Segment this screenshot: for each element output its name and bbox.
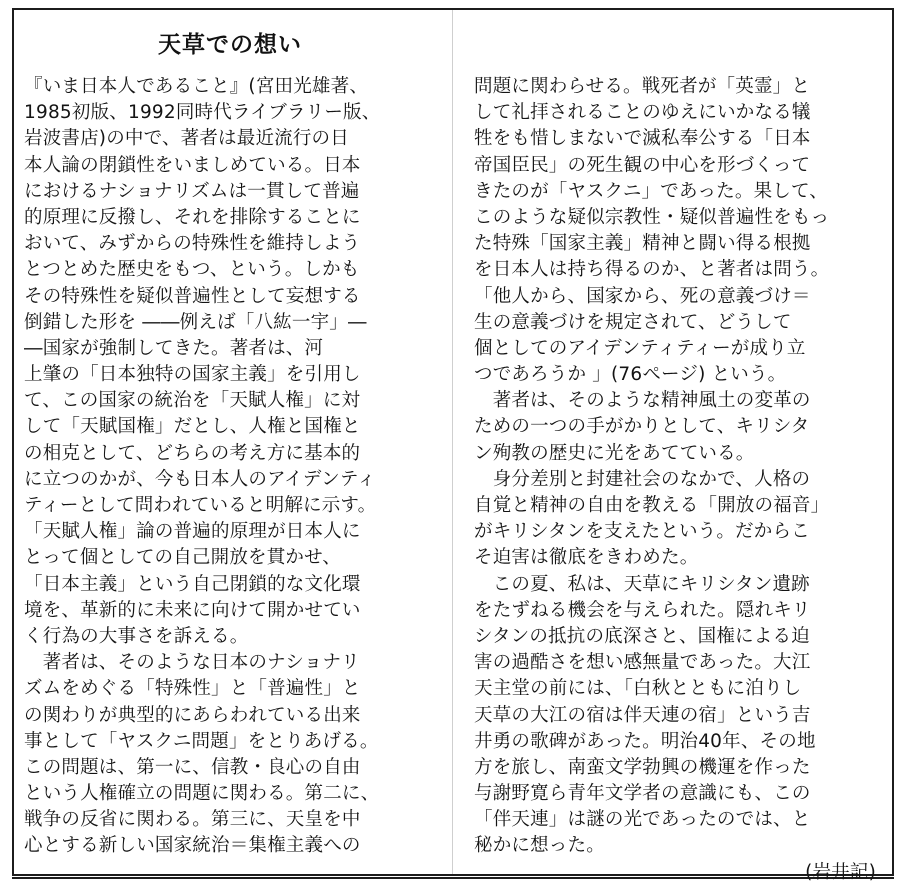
right-column	[474, 74, 886, 886]
text-line: ズムをめぐる「特殊性」と「普遍性」と	[24, 678, 361, 700]
text-line: 岩波書店)の中で、著者は最近流行の日	[24, 128, 349, 150]
text-line: 個としてのアイデンティティーが成り立	[474, 337, 806, 359]
text-line: 上肇の「日本独特の国家主義」を引用し	[24, 364, 361, 386]
left-column	[24, 74, 444, 860]
text-line: て、この国家の統治を「天賦人権」に対	[24, 390, 361, 412]
text-line: とって個としての自己開放を貫かせ、	[24, 547, 341, 569]
text-line: に立つのかが、今も日本人のアイデンティ	[24, 468, 376, 490]
text-line: 天主堂の前には、「白秋とともに泊りし	[474, 678, 802, 700]
text-line: きたのが「ヤスクニ」であった。果して、	[474, 180, 829, 202]
text-line: つであろうか 」(76ページ) という。	[474, 364, 787, 386]
text-line: がキリシタンを支えたという。だからこ	[474, 521, 810, 543]
text-line: その特殊性を疑似普遍性として妄想する	[24, 285, 361, 307]
text-line: 倒錯した形を ――例えば「八紘一宇」―	[24, 311, 367, 333]
text-line: 境を、革新的に未来に向けて開かせてい	[24, 599, 361, 621]
text-line: 秘かに想った。	[474, 835, 605, 857]
text-line: 害の過酷さを想い感無量であった。大江	[474, 652, 811, 674]
text-line: 与謝野寛ら青年文学者の意識にも、この	[474, 783, 811, 805]
article-title: 天草での想い	[158, 32, 302, 58]
text-line: 天草の大江の宿は伴天連の宿」という吉	[474, 704, 811, 726]
text-line: 1985初版、1992同時代ライブラリー版、	[24, 102, 381, 124]
text-line: 的原理に反撥し、それを排除することに	[24, 206, 361, 228]
text-line: という人権確立の問題に関わる。第二に、	[24, 783, 380, 805]
text-line: を日本人は持ち得るのか、と著者は問う。	[474, 259, 830, 281]
text-line: 著者は、そのような精神風土の変革の	[474, 390, 811, 412]
text-line: して「天賦国権」だとし、人権と国権と	[24, 416, 361, 438]
text-line: 著者は、そのような日本のナショナリ	[24, 652, 360, 674]
text-line: 「天賦人権」論の普遍的原理が日本人に	[24, 521, 361, 543]
text-line: 問題に関わらせる。戦死者が「英霊」と	[474, 76, 811, 97]
text-line: 「伴天連」は謎の光であったのでは、と	[474, 809, 811, 831]
text-line: 本人論の閉鎖性をいましめている。日本	[24, 154, 361, 176]
text-line: におけるナショナリズムは一貫して普遍	[24, 180, 360, 202]
text-line: この夏、私は、天草にキリシタン遺跡	[474, 573, 810, 595]
text-line: 生の意義づけを規定されて、どうして	[474, 311, 792, 333]
text-line: 「日本主義」という自己閉鎖的な文化環	[24, 573, 361, 595]
text-line: た特殊「国家主義」精神と闘い得る根拠	[474, 233, 811, 255]
column-divider	[452, 10, 453, 874]
text-line: 身分差別と封建社会のなかで、人格の	[474, 468, 811, 490]
text-line: 自覚と精神の自由を教える「開放の福音」	[474, 495, 830, 516]
text-line: この問題は、第一に、信教・良心の自由	[24, 756, 361, 778]
text-line: して礼拝されることのゆえにいかなる犠	[474, 102, 811, 124]
text-line: 方を旅し、南蛮文学勃興の機運を作った	[474, 756, 811, 778]
author-signature: (岩井記)	[805, 861, 876, 883]
text-line: 帝国臣民」の死生観の中心を形づくって	[474, 154, 811, 176]
text-line: ―国家が強制してきた。著者は、河	[24, 337, 324, 359]
text-line: く行為の大事さを訴える。	[24, 625, 249, 647]
text-line: そ迫害は徹底をきわめた。	[474, 547, 699, 569]
text-line: 「他人から、国家から、死の意義づけ＝	[474, 285, 811, 307]
text-line: とつとめた歴史をもつ、という。しかも	[24, 259, 360, 281]
text-line: 『いま日本人であること』(宮田光雄著、	[24, 76, 369, 97]
text-line: 戦争の反省に関わる。第三に、天皇を中	[24, 809, 361, 831]
text-line: ン殉教の歴史に光をあてている。	[474, 442, 755, 464]
text-line: このような疑似宗教性・疑似普遍性をもっ	[474, 206, 830, 228]
text-line: の関わりが典型的にあらわれている出来	[24, 704, 361, 726]
text-line: 事として「ヤスクニ問題」をとりあげる。	[24, 730, 379, 752]
text-line: の相克として、どちらの考え方に基本的	[24, 442, 361, 464]
text-line: 牲をも惜しまないで滅私奉公する「日本	[474, 128, 811, 150]
text-line: 井勇の歌碑があった。明治40年、その地	[474, 730, 816, 752]
text-line: ティーとして問われていると明解に示す。	[24, 495, 377, 516]
text-line: ための一つの手がかりとして、キリシタ	[474, 416, 810, 438]
text-line: をたずねる機会を与えられた。隠れキリ	[474, 599, 811, 621]
text-line: シタンの抵抗の底深さと、国権による迫	[474, 625, 810, 647]
text-line: おいて、みずからの特殊性を維持しよう	[24, 233, 361, 255]
text-line: 心とする新しい国家統治＝集権主義への	[24, 835, 361, 857]
